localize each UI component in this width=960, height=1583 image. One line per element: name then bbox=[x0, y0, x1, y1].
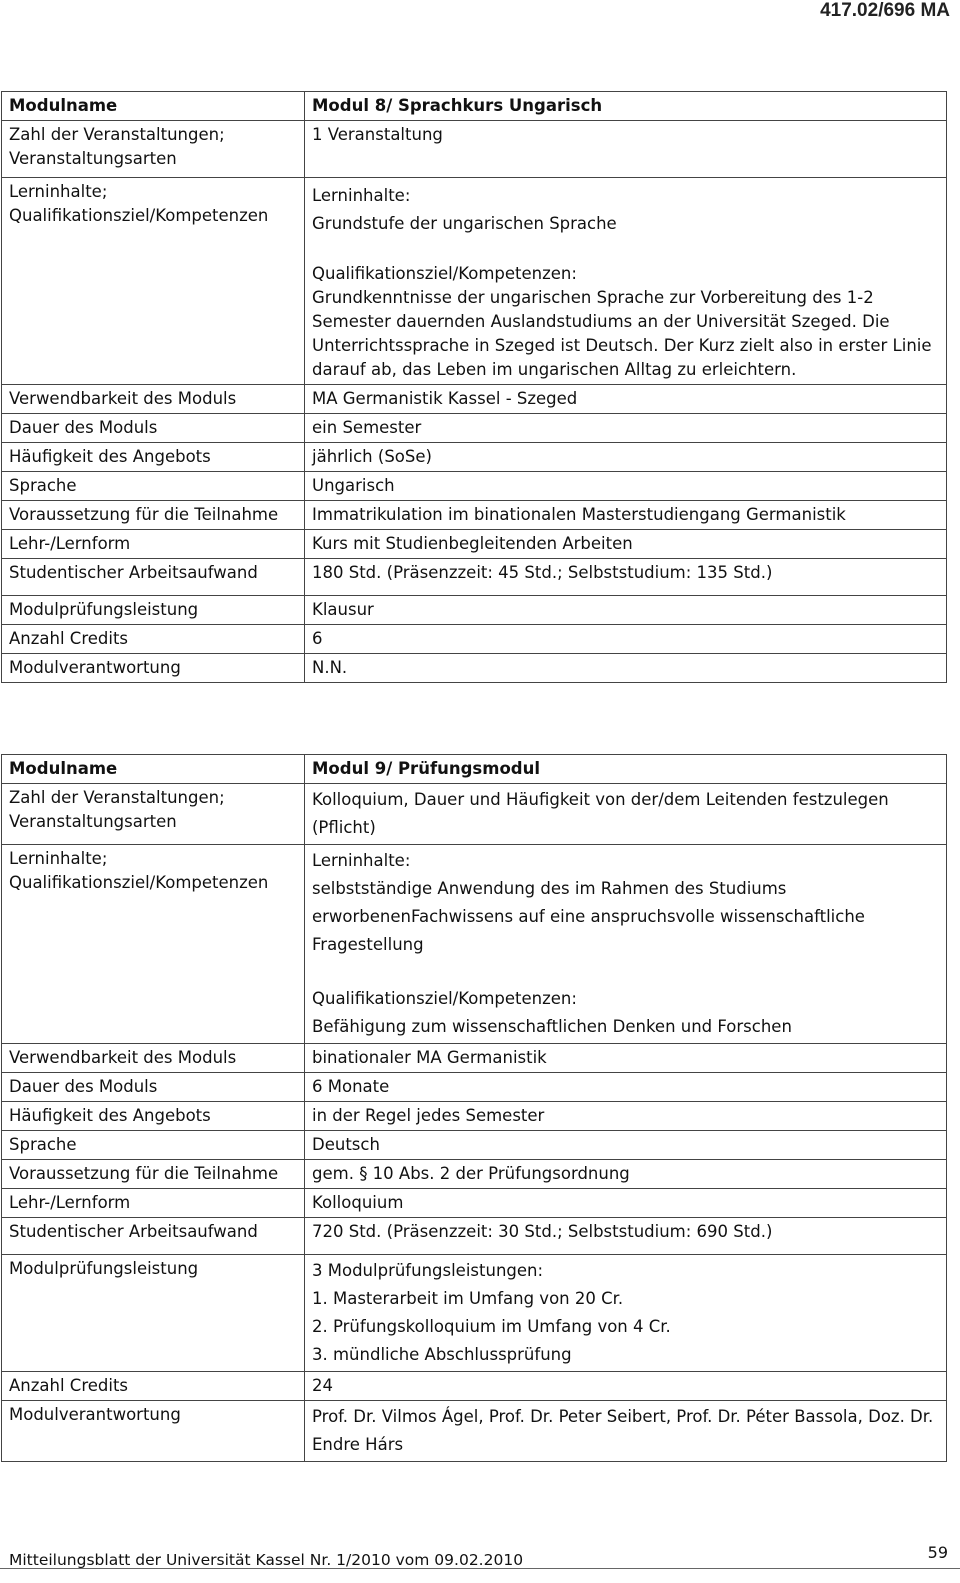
row-value: 180 Std. (Präsenzzeit: 45 Std.; Selbststudium: 135 Std.) bbox=[305, 559, 947, 596]
row-value: N.N. bbox=[305, 654, 947, 683]
row-label: Dauer des Moduls bbox=[2, 414, 305, 443]
table-row bbox=[2, 1131, 947, 1160]
qualifikationsziel-heading: Qualifikationsziel/Kompetenzen: bbox=[312, 989, 577, 1008]
footer-divider bbox=[0, 1568, 960, 1569]
row-label: Modulprüfungsleistung bbox=[2, 1255, 305, 1372]
document-number: 417.02/696 MA bbox=[820, 0, 950, 21]
qualifikationsziel-text: Grundkenntnisse der ungarischen Sprache zur Vorbereitung des 1-2 Semester dauernden Auslandstudiums an der Universität Szeged. Die Unterrichtssprache in Szeged ist Deutsch. Der Kurz zielt also in erster Linie darauf ab, das Leben im ungarischen Alltag zu erleichtern. bbox=[312, 288, 932, 379]
row-value: Kolloquium, Dauer und Häufigkeit von der/dem Leitenden festzulegen (Pflicht) bbox=[305, 784, 947, 845]
row-label: Häufigkeit des Angebots bbox=[2, 443, 305, 472]
qualifikationsziel-text: Befähigung zum wissenschaftlichen Denken und Forschen bbox=[312, 1017, 792, 1036]
row-value: MA Germanistik Kassel - Szeged bbox=[305, 385, 947, 414]
row-label: Voraussetzung für die Teilnahme bbox=[2, 1160, 305, 1189]
table-row bbox=[2, 443, 947, 472]
table-row bbox=[2, 501, 947, 530]
table-row bbox=[2, 559, 947, 596]
table-row bbox=[2, 1102, 947, 1131]
table-row bbox=[2, 784, 947, 845]
row-value: Immatrikulation im binationalen Masterstudiengang Germanistik bbox=[305, 501, 947, 530]
row-value: Klausur bbox=[305, 596, 947, 625]
module-9-table bbox=[1, 754, 947, 1462]
row-label: Lerninhalte; Qualifikationsziel/Kompetenzen bbox=[2, 845, 305, 1044]
table-row bbox=[2, 845, 947, 1044]
row-value: Deutsch bbox=[305, 1131, 947, 1160]
pruefung-line: 3 Modulprüfungsleistungen: bbox=[312, 1261, 544, 1280]
qualifikationsziel-heading: Qualifikationsziel/Kompetenzen: bbox=[312, 264, 577, 283]
row-value: jährlich (SoSe) bbox=[305, 443, 947, 472]
row-label: Verwendbarkeit des Moduls bbox=[2, 1044, 305, 1073]
table-row bbox=[2, 414, 947, 443]
table-row bbox=[2, 178, 947, 385]
row-label: Anzahl Credits bbox=[2, 625, 305, 654]
row-value: gem. § 10 Abs. 2 der Prüfungsordnung bbox=[305, 1160, 947, 1189]
module-title: Modul 9/ Prüfungsmodul bbox=[305, 755, 947, 784]
row-label: Häufigkeit des Angebots bbox=[2, 1102, 305, 1131]
row-label: Verwendbarkeit des Moduls bbox=[2, 385, 305, 414]
row-value bbox=[305, 845, 947, 1044]
publication-footer: Mitteilungsblatt der Universität Kassel Nr. 1/2010 vom 09.02.2010 bbox=[9, 1551, 524, 1569]
table-row bbox=[2, 472, 947, 501]
table-row bbox=[2, 625, 947, 654]
row-value: Ungarisch bbox=[305, 472, 947, 501]
row-value: ein Semester bbox=[305, 414, 947, 443]
row-label: Studentischer Arbeitsaufwand bbox=[2, 559, 305, 596]
row-label: Zahl der Veranstaltungen; Veranstaltungsarten bbox=[2, 121, 305, 178]
row-label: Dauer des Moduls bbox=[2, 1073, 305, 1102]
row-label: Lerninhalte; Qualifikationsziel/Kompetenzen bbox=[2, 178, 305, 385]
row-value: 1 Veranstaltung bbox=[305, 121, 947, 178]
row-label: Modulname bbox=[2, 92, 305, 121]
table-row bbox=[2, 1401, 947, 1462]
pruefung-line: 1. Masterarbeit im Umfang von 20 Cr. bbox=[312, 1289, 624, 1308]
row-label: Modulname bbox=[2, 755, 305, 784]
row-label: Modulverantwortung bbox=[2, 1401, 305, 1462]
module-8-table bbox=[1, 91, 947, 683]
row-label: Sprache bbox=[2, 1131, 305, 1160]
row-value: 6 Monate bbox=[305, 1073, 947, 1102]
row-value bbox=[305, 1255, 947, 1372]
row-value: Prof. Dr. Vilmos Ágel, Prof. Dr. Peter Seibert, Prof. Dr. Péter Bassola, Doz. Dr. Endre Hárs bbox=[305, 1401, 947, 1462]
lerninhalte-heading: Lerninhalte: bbox=[312, 851, 411, 870]
row-value: in der Regel jedes Semester bbox=[305, 1102, 947, 1131]
row-label: Studentischer Arbeitsaufwand bbox=[2, 1218, 305, 1255]
row-value bbox=[305, 178, 947, 385]
lerninhalte-text: Grundstufe der ungarischen Sprache bbox=[312, 214, 617, 233]
table-row bbox=[2, 1189, 947, 1218]
table-row bbox=[2, 1044, 947, 1073]
lerninhalte-text: selbstständige Anwendung des im Rahmen des Studiums erworbenenFachwissens auf eine anspruchsvolle wissenschaftliche Fragestellung bbox=[312, 879, 865, 954]
row-label: Modulprüfungsleistung bbox=[2, 596, 305, 625]
row-value: Kurs mit Studienbegleitenden Arbeiten bbox=[305, 530, 947, 559]
row-label: Lehr-/Lernform bbox=[2, 530, 305, 559]
row-label: Voraussetzung für die Teilnahme bbox=[2, 501, 305, 530]
row-label: Anzahl Credits bbox=[2, 1372, 305, 1401]
row-label: Modulverantwortung bbox=[2, 654, 305, 683]
table-row bbox=[2, 92, 947, 121]
row-value: Kolloquium bbox=[305, 1189, 947, 1218]
row-value: 24 bbox=[305, 1372, 947, 1401]
table-row bbox=[2, 1218, 947, 1255]
table-row bbox=[2, 596, 947, 625]
table-row bbox=[2, 121, 947, 178]
table-row bbox=[2, 1073, 947, 1102]
lerninhalte-heading: Lerninhalte: bbox=[312, 186, 411, 205]
row-label: Zahl der Veranstaltungen; Veranstaltungsarten bbox=[2, 784, 305, 845]
table-row bbox=[2, 1255, 947, 1372]
table-row bbox=[2, 385, 947, 414]
table-row bbox=[2, 755, 947, 784]
table-row bbox=[2, 1372, 947, 1401]
table-row bbox=[2, 530, 947, 559]
row-value: 6 bbox=[305, 625, 947, 654]
row-label: Lehr-/Lernform bbox=[2, 1189, 305, 1218]
pruefung-line: 3. mündliche Abschlussprüfung bbox=[312, 1345, 572, 1364]
page-number: 59 bbox=[927, 1543, 948, 1562]
row-value: binationaler MA Germanistik bbox=[305, 1044, 947, 1073]
table-row bbox=[2, 1160, 947, 1189]
table-row bbox=[2, 654, 947, 683]
module-title: Modul 8/ Sprachkurs Ungarisch bbox=[305, 92, 947, 121]
row-label: Sprache bbox=[2, 472, 305, 501]
row-value: 720 Std. (Präsenzzeit: 30 Std.; Selbststudium: 690 Std.) bbox=[305, 1218, 947, 1255]
pruefung-line: 2. Prüfungskolloquium im Umfang von 4 Cr. bbox=[312, 1317, 671, 1336]
